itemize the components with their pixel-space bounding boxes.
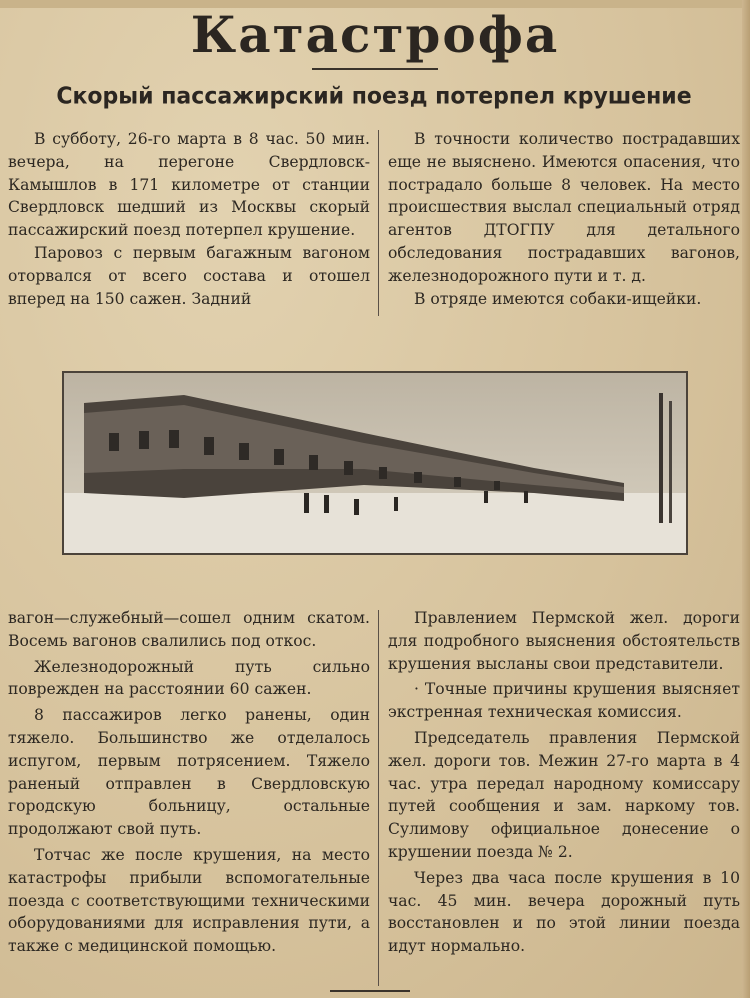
subheadline: Скорый пассажирский поезд потерпел крушение [56,83,692,110]
paragraph: Правлением Пермской жел. дороги для подробного выяснения обстоятельств крушения высланы свои представители. [388,609,740,673]
column-3 [8,607,370,961]
column-2 [388,128,740,310]
paragraph: В точности количество пострадавших еще не выяснено. Имеются опасения, что пострадало больше 8 человек. На место происшествия выслал специальный отряд агентов ДТОГПУ для детального обследования пострадавших вагонов, железнодорожного пути и т. д. [388,130,740,285]
paragraph: 8 пассажиров легко ранены, один тяжело. Большинство же отделалось испугом, первым потрясением. Тяжело раненый отправлен в Свердловскую городскую больницу, остальные продолжают свой путь. [8,706,370,839]
headline: Катастрофа [190,5,560,64]
paragraph: Председатель правления Пермской жел. дороги тов. Межин 27-го марта в 4 час. утра передал народному комиссару путей сообщения и зам. наркому тов. Сулимову официальное донесение о крушении поезда № 2. [388,728,740,861]
paragraph: Железнодорожный путь сильно поврежден на расстоянии 60 сажен. [8,657,370,699]
paragraph: · Точные причины крушения выясняет экстренная техническая комиссия. [388,680,740,722]
photo-illustration [64,373,686,553]
bottom-rule [330,990,410,992]
paragraph: В субботу, 26-го марта в 8 час. 50 мин. вечера, на перегоне Свердловск-Камышлов в 171 километре от станции Свердловск шедший из Москвы скорый пассажирский поезд потерпел крушение. [8,130,370,240]
column-4 [388,607,740,961]
column-divider [378,610,379,986]
paragraph: Тотчас же после крушения, на место катастрофы прибыли вспомогательные поезда с соответствующими техническими оборудованиями для исправления пути, а также с медицинской помощью. [8,845,370,956]
column-divider [378,130,379,316]
column-1 [8,128,370,310]
train-wreck-photo [62,371,688,555]
paragraph: вагон—служебный—сошел одним скатом. Восемь вагонов свалились под откос. [8,609,370,650]
paragraph: Через два часа после крушения в 10 час. 45 мин. вечера дорожный путь восстановлен и по этой линии поезда идут нормально. [388,868,740,956]
paragraph: Паровоз с первым багажным вагоном оторвался от всего состава и отошел вперед на 150 сажен. Задний [8,243,370,308]
headline-rule [312,68,438,70]
paragraph: В отряде имеются собаки-ищейки. [414,289,702,308]
page-right-edge [742,0,750,998]
